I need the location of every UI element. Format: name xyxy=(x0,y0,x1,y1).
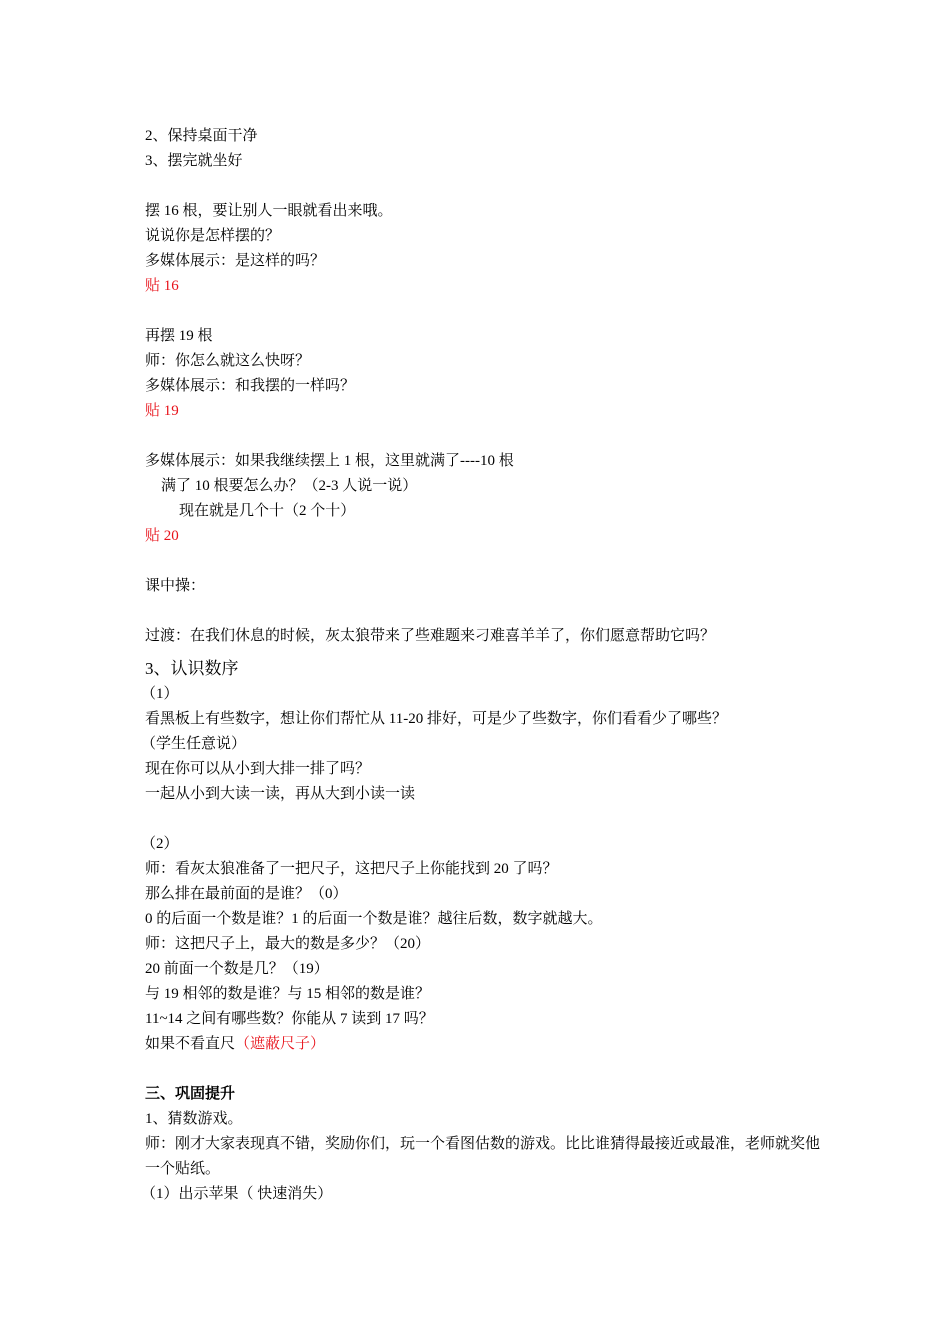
section-three-line1: 1、猜数游戏。 xyxy=(145,1111,243,1127)
block19-line3: 多媒体展示：和我摆的一样吗？ xyxy=(145,378,356,394)
section3-heading: 3、认识数序 xyxy=(145,659,239,678)
section3-part1-label: （1） xyxy=(141,686,179,702)
rule-keep-desk-clean: 2、保持桌面干净 xyxy=(145,128,258,144)
section3-part2-line8 xyxy=(145,1032,825,1057)
break-transition: 过渡：在我们休息的时候，灰太狼带来了些难题来刁难喜羊羊了，你们愿意帮助它吗？ xyxy=(145,628,716,644)
section3-part2-line1: 师：看灰太狼准备了一把尺子，这把尺子上你能找到 20 了吗？ xyxy=(145,861,558,877)
block16-line3: 多媒体展示：是这样的吗？ xyxy=(145,253,326,269)
section3-part1-line3: 现在你可以从小到大排一排了吗？ xyxy=(145,761,371,777)
spacer xyxy=(145,299,825,324)
block16-tag: 贴 16 xyxy=(145,278,179,294)
section3-part2-line2: 那么排在最前面的是谁？（0） xyxy=(145,886,348,902)
break-title: 课中操： xyxy=(145,578,206,594)
document-page xyxy=(141,124,825,1207)
section3-part2-line6: 与 19 相邻的数是谁？与 15 相邻的数是谁？ xyxy=(145,986,431,1002)
block20-tag: 贴 20 xyxy=(145,528,179,544)
block19-line1: 再摆 19 根 xyxy=(145,328,213,344)
section3-part2-label: （2） xyxy=(141,836,179,852)
section3-part2-line3: 0 的后面一个数是谁？1 的后面一个数是谁？越往后数，数字就越大。 xyxy=(145,911,603,927)
spacer xyxy=(145,549,825,574)
section-three-line3: （1）出示苹果（ 快速消失） xyxy=(141,1186,333,1202)
block20-line2: 满了 10 根要怎么办？（2-3 人说一说） xyxy=(161,478,418,494)
section3-part2-line4: 师：这把尺子上，最大的数是多少？（20） xyxy=(145,936,431,952)
spacer xyxy=(145,807,825,832)
spacer xyxy=(145,1057,825,1082)
spacer xyxy=(145,424,825,449)
section3-part1-line2: （学生任意说） xyxy=(141,736,247,752)
spacer xyxy=(145,174,825,199)
block19-line2: 师：你怎么就这么快呀？ xyxy=(145,353,311,369)
section-three-line2: 师：刚才大家表现真不错，奖励你们，玩一个看图估数的游戏。比比谁猜得最接近或最准，老师就奖他一个贴纸。 xyxy=(145,1136,821,1177)
block16-line2: 说说你是怎样摆的？ xyxy=(145,228,281,244)
section3-part2-line7: 11~14 之间有哪些数？你能从 7 读到 17 吗？ xyxy=(145,1011,434,1027)
spacer xyxy=(145,599,825,624)
block20-line1: 多媒体展示：如果我继续摆上 1 根，这里就满了----10 根 xyxy=(145,453,514,469)
section3-part2-line5: 20 前面一个数是几？（19） xyxy=(145,961,329,977)
block19-tag: 贴 19 xyxy=(145,403,179,419)
section3-part1-line4: 一起从小到大读一读，再从大到小读一读 xyxy=(145,786,416,802)
block20-line3: 现在就是几个十（2 个十） xyxy=(179,503,356,519)
section-three-heading: 三、巩固提升 xyxy=(145,1086,236,1102)
cover-ruler-prefix: 如果不看直尺 xyxy=(145,1036,236,1052)
section3-part1-line1: 看黑板上有些数字，想让你们帮忙从 11-20 排好，可是少了些数字，你们看看少了哪些？ xyxy=(145,711,727,727)
block16-line1: 摆 16 根，要让别人一眼就看出来哦。 xyxy=(145,203,393,219)
rule-sit-when-done: 3、摆完就坐好 xyxy=(145,153,243,169)
cover-ruler-note: （遮蔽尺子） xyxy=(235,1036,326,1052)
